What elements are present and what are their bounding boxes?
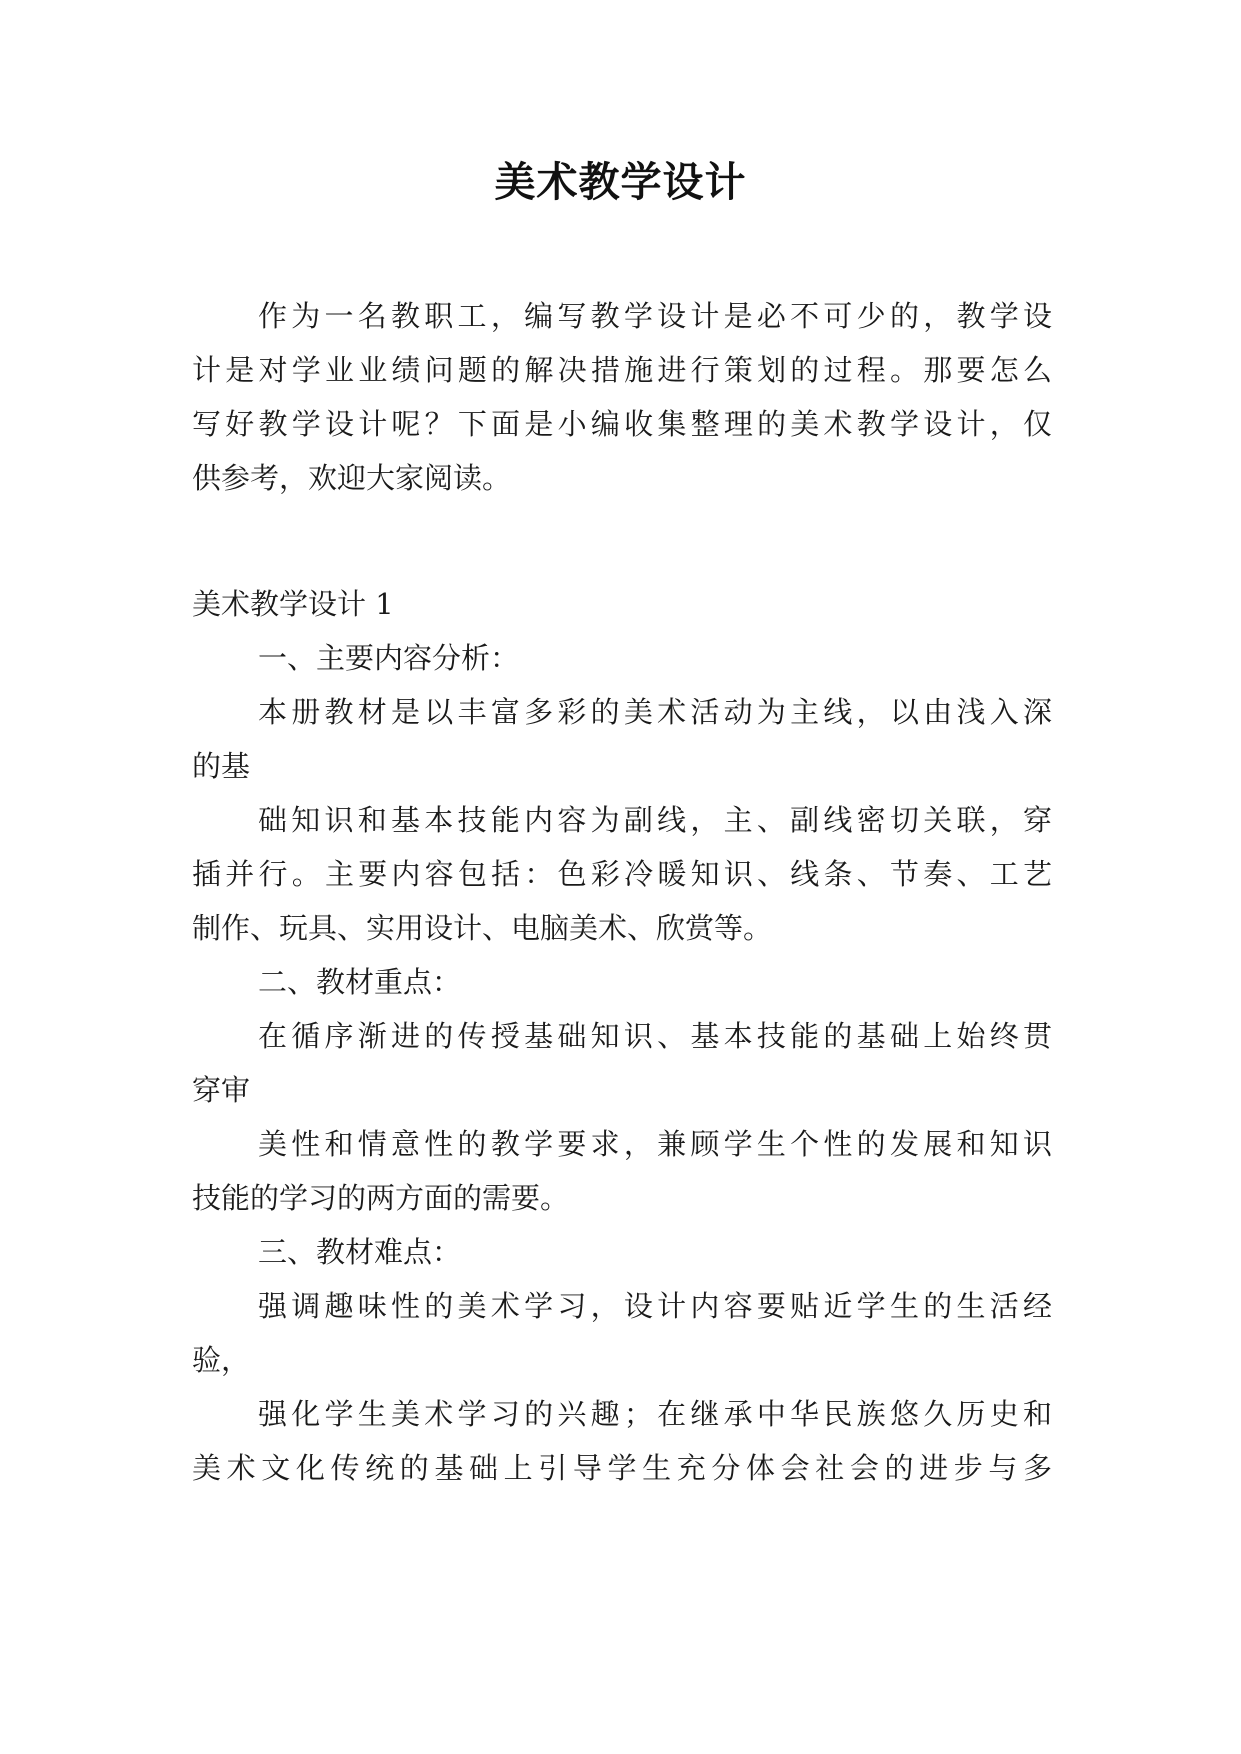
body-line: 制作、玩具、实用设计、电脑美术、欣赏等。 [192,911,773,945]
body-line: 强调趣味性的美术学习，设计内容要贴近学生的生活经 [258,1289,1052,1323]
intro-line-3: 写好教学设计呢？下面是小编收集整理的美术教学设计，仅 [192,407,1052,441]
body-line: 美性和情意性的教学要求，兼顾学生个性的发展和知识 [258,1127,1052,1161]
document-title: 美术教学设计 [494,158,747,206]
body-line: 本册教材是以丰富多彩的美术活动为主线，以由浅入深 [258,695,1052,729]
body-line: 验， [192,1343,251,1377]
intro-line-4: 供参考，欢迎大家阅读。 [192,461,512,495]
body-line: 技能的学习的两方面的需要。 [192,1181,570,1215]
intro-line-2: 计是对学业业绩问题的解决措施进行策划的过程。那要怎么 [192,353,1052,387]
body-line: 插并行。主要内容包括：色彩冷暖知识、线条、节奏、工艺 [192,857,1052,891]
intro-line-1: 作为一名教职工，编写教学设计是必不可少的，教学设 [258,299,1052,333]
body-line: 础知识和基本技能内容为副线，主、副线密切关联，穿 [258,803,1052,837]
body-line: 穿审 [192,1073,251,1107]
body-line: 的基 [192,749,251,783]
body-line: 在循序渐进的传授基础知识、基本技能的基础上始终贯 [258,1019,1052,1053]
section-heading: 美术教学设计 1 [192,587,394,621]
subheading-key-points: 二、教材重点： [258,965,462,999]
body-line: 强化学生美术学习的兴趣；在继承中华民族悠久历史和 [258,1397,1052,1431]
subheading-content-analysis: 一、主要内容分析： [258,641,520,675]
subheading-difficulties: 三、教材难点： [258,1235,462,1269]
body-line: 美术文化传统的基础上引导学生充分体会社会的进步与多 [192,1451,1052,1485]
